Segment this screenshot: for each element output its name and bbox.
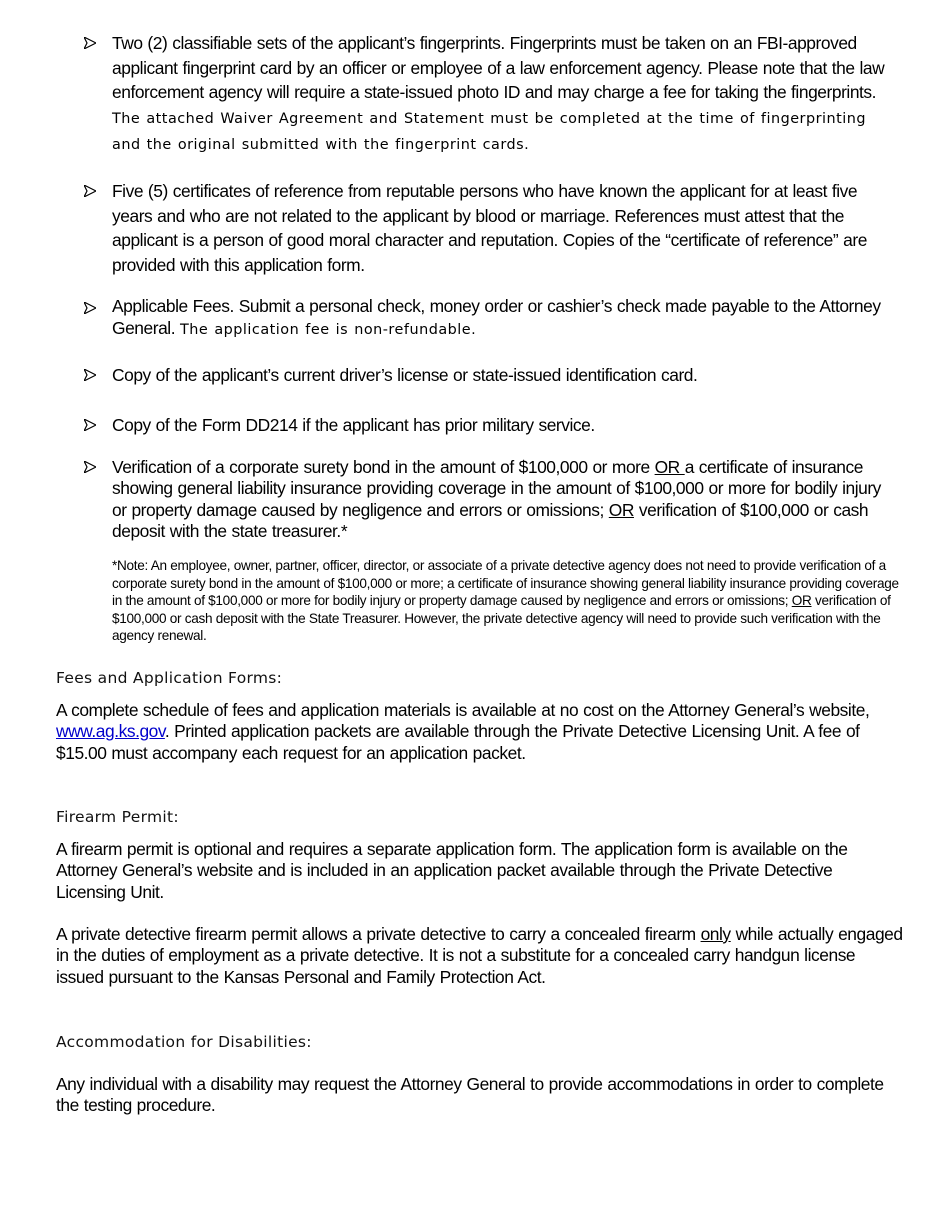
section-heading-fees: Fees and Application Forms: (56, 669, 283, 687)
requirement-main-text: Two (2) classifiable sets of the applicant’s fingerprints. Fingerprints must be taken on an FBI-approved applicant fingerprint card by an officer or employee of a law enforcement agency. Please note that the law enforcement agency will require a state-issued photo ID and may charge a fee for taking the fingerprints. (112, 33, 885, 102)
footnote-text: verification of $100,000 or cash deposit with the State Treasurer. However, the private detective agency will need to provide such verification with the agency renewal. (112, 593, 891, 643)
paragraph-text: while actually engaged in the duties of employment as a private detective. It is not a substitute for a concealed carry handgun license issued pursuant to the Kansas Personal and Family Protection Act. (56, 924, 903, 987)
requirement-item-references (84, 179, 899, 277)
footnote (112, 557, 902, 645)
requirement-text (112, 179, 899, 277)
arrowhead-bullet-icon (84, 179, 104, 197)
requirement-note-text: The attached Waiver Agreement and Statement must be completed at the time of fingerprinting and the original submitted with the fingerprint cards. (112, 110, 867, 153)
or-emphasis: OR (654, 457, 685, 477)
paragraph-text: . Printed application packets are available through the Private Detective Licensing Unit. A fee of $15.00 must accompany each request for an application packet. (56, 721, 860, 763)
requirement-main-text: verification of $100,000 or cash deposit with the state treasurer.* (112, 499, 869, 541)
firearm-paragraph-2 (56, 924, 906, 988)
requirement-item-dd214 (84, 413, 899, 438)
requirement-text (112, 31, 899, 158)
requirement-note-text: The application fee is non-refundable. (179, 321, 477, 338)
or-emphasis: OR (791, 593, 812, 608)
or-emphasis: OR (608, 499, 634, 520)
requirement-main-text: Copy of the applicant’s current driver’s license or state-issued identification card. (112, 365, 698, 385)
arrowhead-bullet-icon (84, 363, 104, 381)
arrowhead-bullet-icon (84, 31, 104, 49)
requirement-text (112, 363, 899, 388)
section-heading-firearm: Firearm Permit: (56, 808, 179, 826)
requirement-text (112, 457, 899, 542)
accommodation-paragraph: Any individual with a disability may request the Attorney General to provide accommodations in order to complete the testing procedure. (56, 1074, 884, 1116)
requirement-main-text: Copy of the Form DD214 if the applicant has prior military service. (112, 415, 595, 435)
paragraph-text: A private detective firearm permit allows a private detective to carry a concealed firearm (56, 924, 701, 944)
website-link[interactable]: www.ag.ks.gov (56, 721, 165, 742)
firearm-paragraph-1: A firearm permit is optional and requires a separate application form. The application form is available on the Attorney General’s website and is included in an application packet available through the Private Detective Licensing Unit. (56, 839, 848, 902)
arrowhead-bullet-icon (84, 455, 104, 473)
requirement-item-surety-bond (84, 457, 899, 542)
requirement-item-fingerprints (84, 31, 899, 158)
requirement-text (112, 413, 899, 438)
requirement-main-text: a certificate of insurance showing general liability insurance providing coverage in the amount of $100,000 or more for bodily injury or property damage caused by negligence and errors or omissions; (112, 457, 881, 520)
fees-paragraph (56, 700, 906, 764)
requirement-main-text: Applicable Fees. Submit a personal check, money order or cashier’s check made payable to the Attorney General. (112, 296, 881, 338)
arrowhead-bullet-icon (84, 296, 104, 314)
requirement-main-text: Verification of a corporate surety bond in the amount of $100,000 or more (112, 457, 655, 477)
only-emphasis: only (700, 924, 731, 944)
footnote-text: *Note: An employee, owner, partner, officer, director, or associate of a private detective agency does not need to provide verification of a corporate surety bond in the amount of $100,000 or more; a certificate of insurance showing general liability insurance providing coverage in the amount of $100,000 or more for bodily injury or property damage caused by negligence and errors or omissions; (112, 558, 899, 608)
requirement-text (112, 296, 899, 341)
paragraph-text: A complete schedule of fees and application materials is available at no cost on the Attorney General’s website, (56, 700, 870, 720)
requirement-main-text: Five (5) certificates of reference from reputable persons who have known the applicant for at least five years and who are not related to the applicant by blood or marriage. References must attest that the applicant is a person of good moral character and reputation. Copies of the “certificate of reference” are provided with this application form. (112, 181, 867, 275)
section-heading-accommodation: Accommodation for Disabilities: (56, 1033, 312, 1051)
requirement-item-license (84, 363, 899, 388)
arrowhead-bullet-icon (84, 413, 104, 431)
requirement-item-fees (84, 296, 899, 341)
